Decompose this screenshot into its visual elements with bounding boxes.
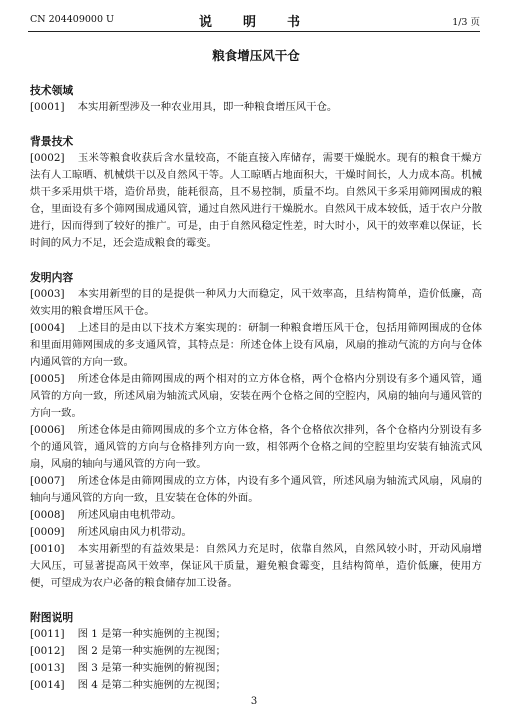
paragraph [30, 286, 482, 320]
paragraph-text: 图 3 是第一种实施例的俯视图； [77, 662, 226, 674]
page-number: 3 [250, 696, 258, 707]
paragraph-text: 图 2 是第一种实施例的左视图； [77, 645, 226, 657]
paragraph-number: [0001] [30, 101, 65, 113]
document-type: 说 明 书 [198, 15, 309, 30]
document-id: CN 204409000 U [30, 14, 115, 25]
paragraph-text: 本实用新型的目的是提供一种风力大而稳定，风干效率高，且结构简单，造价低廉，高效实用的粮食增压风干仓。 [30, 288, 482, 317]
paragraph-number: [0010] [30, 543, 65, 555]
paragraph-number: [0008] [30, 509, 65, 521]
section-heading: 发明内容 [30, 271, 74, 284]
paragraph-number: [0002] [30, 152, 65, 164]
section-heading: 附图说明 [30, 611, 74, 624]
paragraph-number: [0005] [30, 373, 65, 385]
paragraph-text: 本实用新型涉及一种农业用具，即一种粮食增压风干仓。 [77, 101, 338, 113]
paragraph [30, 99, 482, 116]
paragraph [30, 320, 482, 371]
paragraph-number: [0004] [30, 322, 65, 334]
paragraph-number: [0007] [30, 475, 65, 487]
paragraph-number: [0013] [30, 662, 65, 674]
paragraph-number: [0014] [30, 679, 65, 691]
paragraph [30, 524, 482, 541]
paragraph-text: 所述风扇由电机带动。 [77, 509, 182, 521]
paragraph-number: [0009] [30, 526, 65, 538]
page-info: 1/3 页 [452, 17, 480, 28]
paragraph [30, 660, 482, 677]
paragraph-text: 所述仓体是由筛网围成的两个相对的立方体仓格，两个仓格内分别设有多个通风管，通风管的方向一致，所述风扇为轴流式风扇，安装在两个仓格之间的空腔内，风扇的轴向与通风管的方向一致。 [30, 373, 482, 419]
section-heading: 技术领域 [30, 84, 74, 97]
section-gap [30, 592, 482, 609]
paragraph [30, 371, 482, 422]
paragraph-text: 图 1 是第一种实施例的主视图； [77, 628, 226, 640]
section-gap [30, 116, 482, 133]
paragraph [30, 643, 482, 660]
paragraph [30, 150, 482, 252]
paragraph-text: 所述风扇由风力机带动。 [77, 526, 192, 538]
paragraph-number: [0011] [30, 628, 65, 640]
paragraph-text: 所述仓体是由筛网围成的多个立方体仓格，各个仓格依次排列，各个仓格内分别设有多个的通风管，通风管的方向与仓格排列方向一致，相邻两个仓格之间的空腔里均安装有轴流式风扇，风扇的轴向与通风管的方向一致。 [30, 424, 482, 470]
paragraph [30, 422, 482, 473]
paragraph [30, 473, 482, 507]
paragraph-number: [0012] [30, 645, 65, 657]
paragraph [30, 626, 482, 643]
paragraph-text: 上述目的是由以下技术方案实现的：研制一种粮食增压风干仓，包括用筛网围成的仓体和里面用筛网围成的多支通风管，其特点是：所述仓体上设有风扇，风扇的推动气流的方向与仓体内通风管的方向一致。 [30, 322, 482, 368]
paragraph-text: 所述仓体是由筛网围成的立方体，内设有多个通风管，所述风扇为轴流式风扇，风扇的轴向与通风管的方向一致，且安装在仓体的外面。 [30, 475, 482, 504]
paragraph-text: 图 4 是第二种实施例的左视图； [77, 679, 226, 691]
paragraph [30, 677, 482, 694]
paragraph [30, 541, 482, 592]
section-heading: 背景技术 [30, 135, 74, 148]
paragraph-text: 本实用新型的有益效果是：自然风力充足时，依靠自然风，自然风较小时，开动风扇增大风压，可显著提高风干效率，保证风干质量，避免粮食霉变，且结构简单，造价低廉，使用方便，可望成为农户必备的粮食储存加工设备。 [30, 543, 482, 589]
paragraph-number: [0006] [30, 424, 65, 436]
paragraph [30, 507, 482, 524]
paragraph-text: 玉米等粮食收获后含水量较高，不能直接入库储存，需要干燥脱水。现有的粮食干燥方法有人工晾晒、机械烘干以及自然风干等。人工晾晒占地面积大，干燥时间长，人力成本高。机械烘干多采用烘干塔，造价昂贵，能耗很高，且不易控制，质量不均。自然风干多采用筛网围成的粮仓，里面设有多个筛网围成通风管，通过自然风进行干燥脱水。自然风干成本较低，适于农户分散进行，因而得到了较好的推广。可是，由于自然风稳定性差，时大时小，风干的效率难以保证，长时间的风力不足，还会造成粮食的霉变。 [30, 152, 482, 249]
document-title: 粮食增压风干仓 [212, 48, 300, 63]
section-gap [30, 252, 482, 269]
document-body [30, 47, 482, 694]
header-rule [28, 31, 480, 32]
sections-container [30, 82, 482, 694]
paragraph-number: [0003] [30, 288, 65, 300]
